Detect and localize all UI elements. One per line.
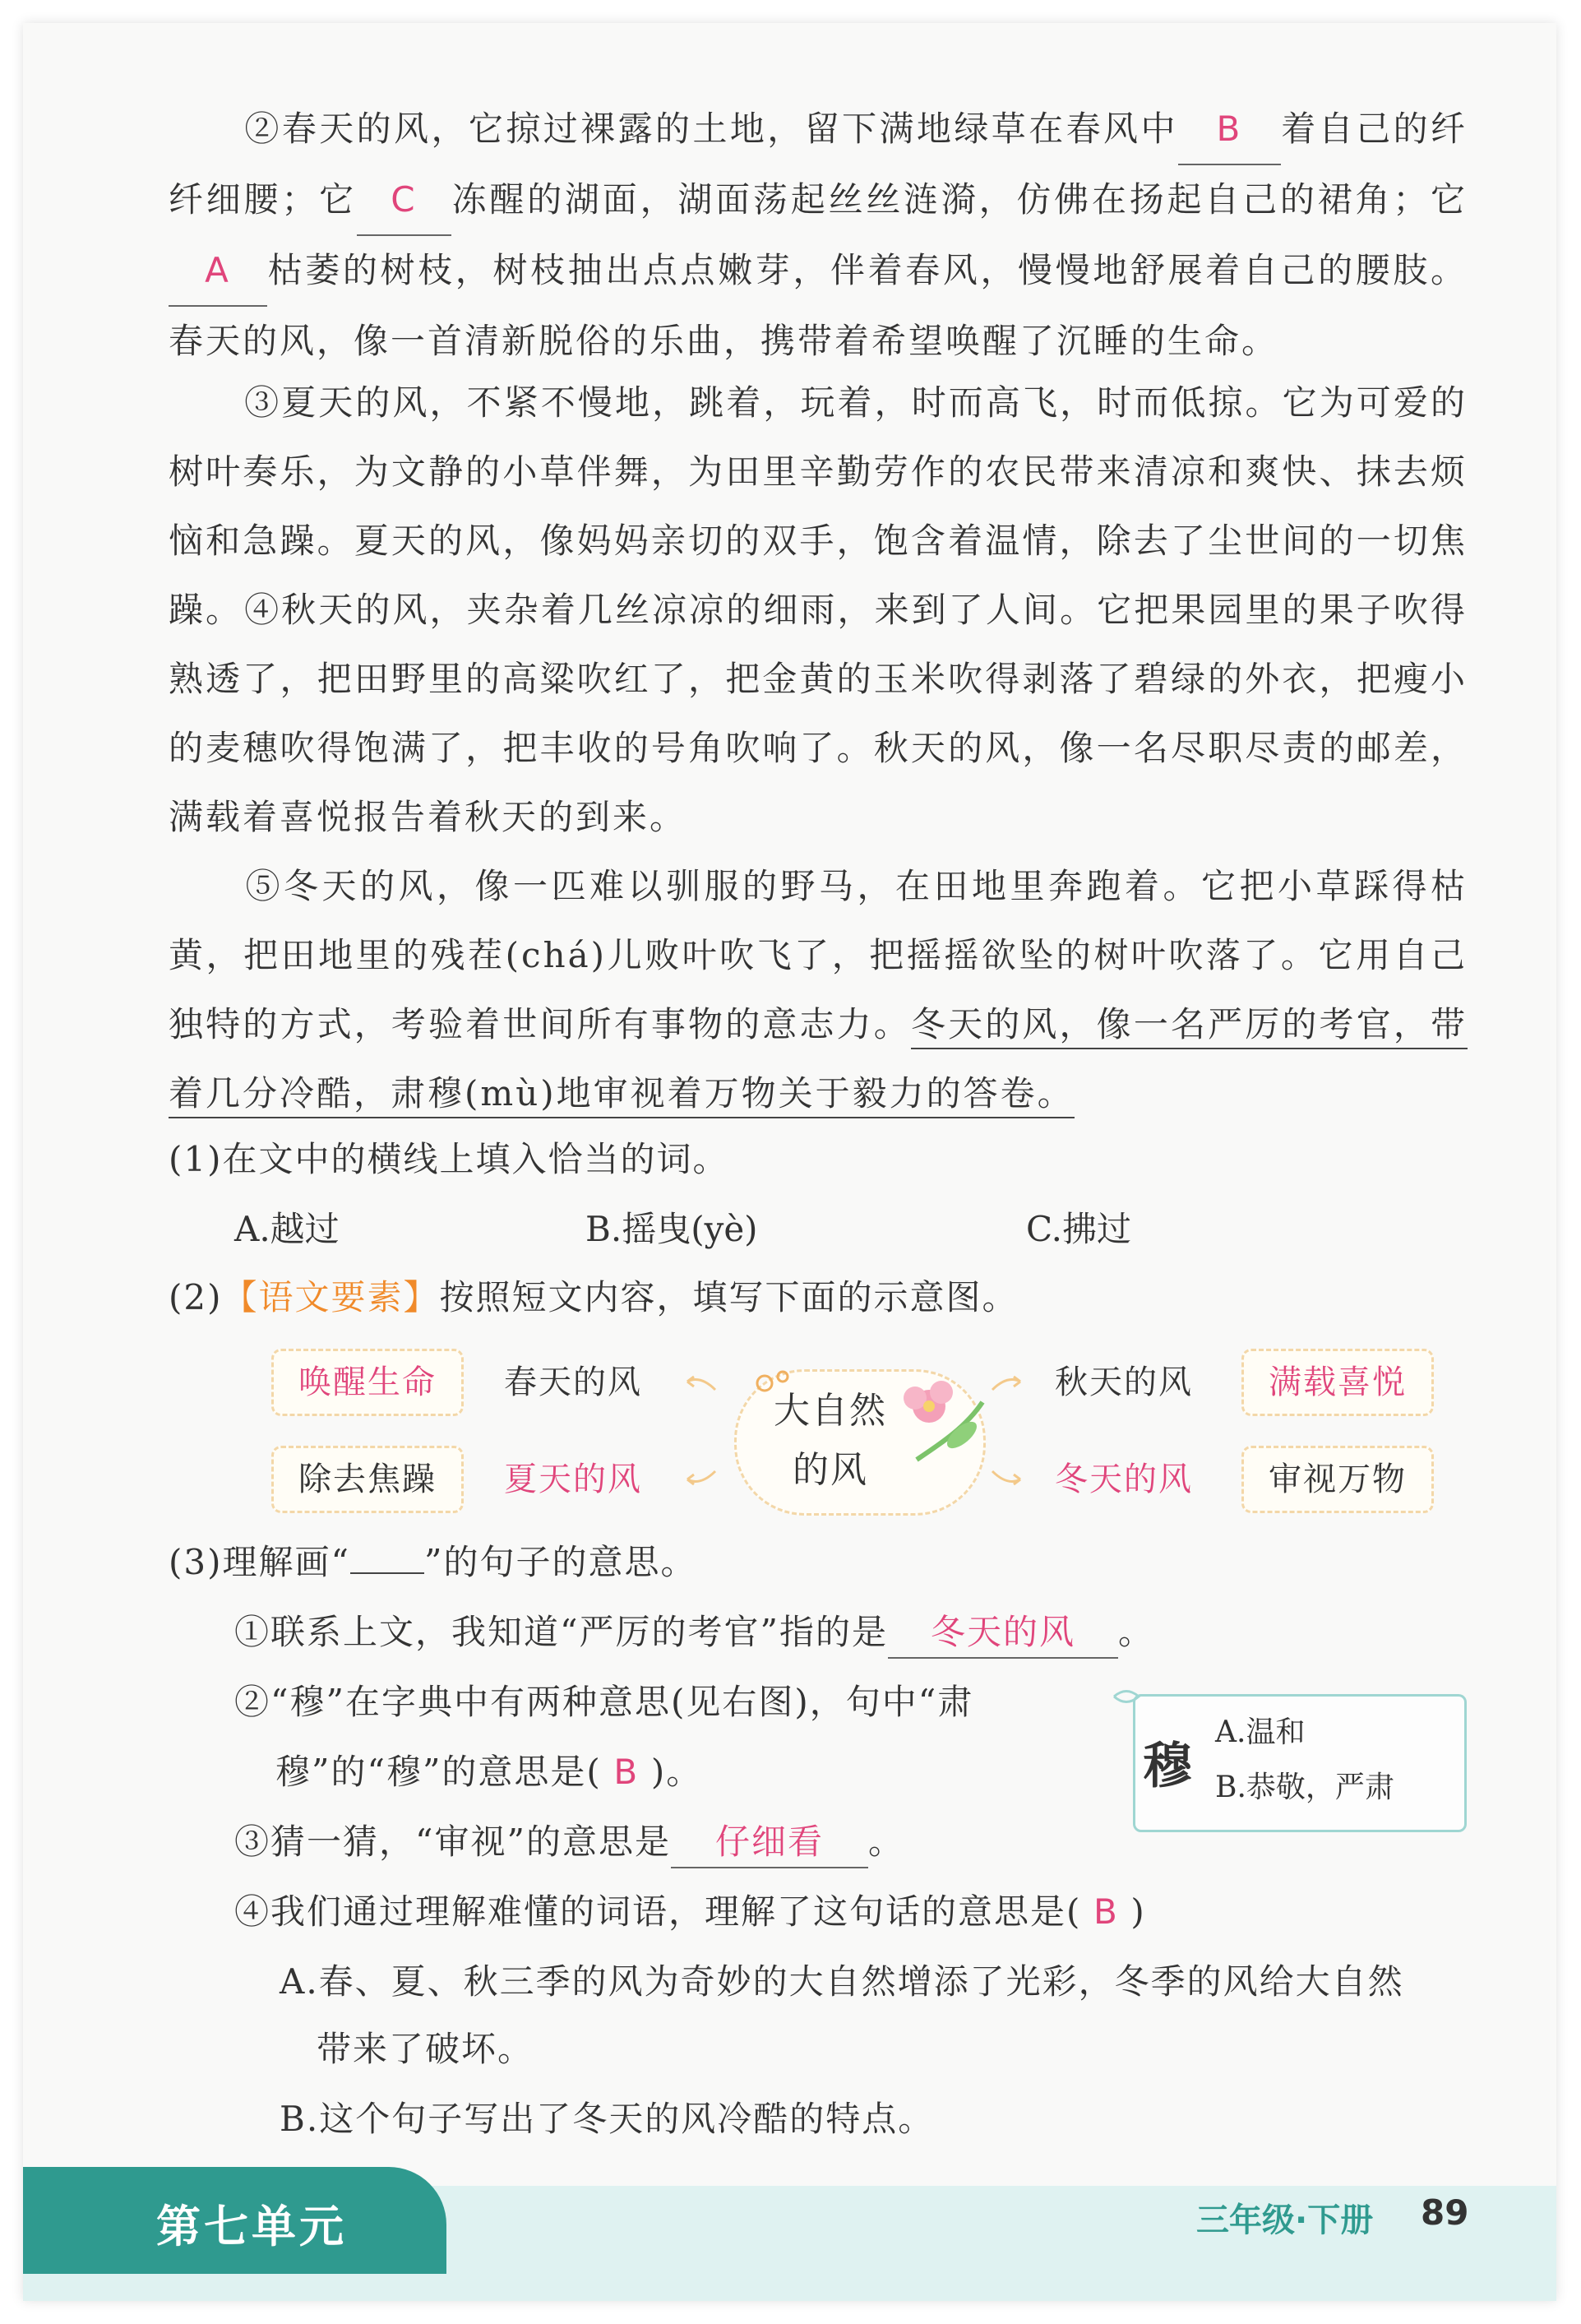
option-c: C.拂过 — [1026, 1209, 1131, 1249]
question-2-label — [169, 1273, 1019, 1322]
subquestion-1-answer[interactable]: 冬天的风 — [888, 1608, 1118, 1659]
spring-text-3: 冻醒的湖面，湖面荡起丝丝涟漪，仿佛在扬起自己的裙角；它 — [451, 179, 1468, 220]
arrow-icon — [684, 1372, 717, 1393]
paragraph-autumn — [169, 576, 1468, 852]
flower-icon — [884, 1369, 991, 1476]
subquestion-4 — [234, 1887, 1146, 1937]
arrow-icon — [684, 1468, 717, 1489]
box-spring-answer: 唤醒生命 — [271, 1349, 464, 1416]
question-2-text: 按照短文内容，填写下面的示意图。 — [439, 1277, 1019, 1317]
dictionary-meaning-b: B.恭敬，严肃 — [1215, 1771, 1394, 1804]
subquestion-2-end: )。 — [650, 1752, 703, 1792]
box-autumn-answer: 满载喜悦 — [1241, 1349, 1434, 1416]
spring-text-1: ②春天的风，它掠过裸露的土地，留下满地绿草在春风中 — [244, 109, 1178, 149]
choice-a-line2: 带来了破坏。 — [317, 2029, 534, 2069]
subquestion-3-answer[interactable]: 仔细看 — [671, 1817, 868, 1868]
subquestion-4-text: ④我们通过理解难懂的词语，理解了这句话的意思是( — [234, 1891, 1082, 1932]
answer-blank-1[interactable]: B — [1178, 95, 1281, 165]
small-flower-icon — [748, 1367, 797, 1400]
underline-sample — [350, 1572, 424, 1574]
autumn-text: ④秋天的风，夹杂着几丝凉凉的细雨，来到了人间。它把果园里的果子吹得熟透了，把田野里的高粱吹红了，把金黄的玉米吹得剥落了碧绿的外衣，把瘦小的麦穗吹得饱满了，把丰收的号角吹响了。秋天的风，像一名尽职尽责的邮差，满载着喜悦报告着秋天的到来。 — [169, 590, 1468, 837]
winter-text: ⑤冬天的风，像一匹难以驯服的野马，在田地里奔跑着。它把小草踩得枯黄，把田地里的残茬(chá)儿败叶吹飞了，把摇摇欲坠的树叶吹落了。它用自己独特的方式，考验着世间所有事物的意志力。 — [169, 866, 1468, 1044]
paragraph-spring — [169, 95, 1468, 376]
dictionary-meaning-a: A.温和 — [1215, 1715, 1306, 1749]
box-winter-effect: 审视万物 — [1241, 1446, 1434, 1513]
subquestion-4-end: ) — [1130, 1891, 1146, 1932]
label-spring: 春天的风 — [504, 1363, 642, 1401]
paragraph-winter — [169, 852, 1468, 1128]
option-b: B.摇曳(yè) — [585, 1209, 758, 1249]
question-1-label: (1)在文中的横线上填入恰当的词。 — [169, 1139, 729, 1179]
center-text-line1: 大自然 — [774, 1390, 887, 1432]
subquestion-1 — [234, 1608, 1154, 1659]
spring-text-2: 着自己的纤纤细腰；它 — [169, 109, 1468, 220]
subquestion-3 — [234, 1817, 904, 1868]
question-2-number: (2) — [169, 1277, 223, 1317]
element-tag: 【语文要素】 — [222, 1277, 440, 1317]
subquestion-3-text: ③猜一猜，“审视”的意思是 — [234, 1822, 671, 1862]
choice-a-line1: A.春、夏、秋三季的风为奇妙的大自然增添了光彩，冬季的风给大自然 — [280, 1961, 1404, 2002]
subquestion-4-answer[interactable]: B — [1093, 1891, 1119, 1932]
subquestion-2-answer[interactable]: B — [613, 1752, 640, 1792]
grade-label: 三年级·下册 — [1196, 2201, 1374, 2239]
underlined-sentence: 冬天的风，像一名严厉的考官，带着几分冷酷，肃穆(mù)地审视着万物关于毅力的答卷。 — [169, 1004, 1468, 1118]
clip-icon — [1110, 1684, 1159, 1709]
choice-b: B.这个句子写出了冬天的风冷酷的特点。 — [280, 2099, 935, 2139]
question-3-text-pre: (3)理解画“ — [169, 1542, 350, 1582]
label-summer-answer: 夏天的风 — [504, 1461, 642, 1498]
box-summer-effect: 除去焦躁 — [271, 1446, 464, 1513]
subquestion-2-text: 穆”的“穆”的意思是( — [275, 1752, 602, 1792]
option-a: A.越过 — [234, 1209, 340, 1249]
subquestion-2-line1: ②“穆”在字典中有两种意思(见右图)，句中“肃 — [234, 1682, 974, 1722]
question-3-text-post: ”的句子的意思。 — [423, 1542, 697, 1582]
question-3-label — [169, 1538, 696, 1587]
answer-blank-2[interactable]: C — [357, 165, 451, 236]
page-number: 89 — [1421, 2192, 1469, 2233]
summer-text: ③夏天的风，不紧不慢地，跳着，玩着，时而高飞，时而低掠。它为可爱的树叶奏乐，为文静的小草伴舞，为田里辛勤劳作的农民带来清凉和爽快、抹去烦恼和急躁。夏天的风，像妈妈亲切的双手，饱含着温情，除去了尘世间的一切焦躁。 — [169, 382, 1468, 630]
subquestion-1-end: 。 — [1117, 1612, 1154, 1652]
center-text-line2: 的风 — [793, 1449, 868, 1491]
answer-blank-3[interactable]: A — [169, 236, 267, 307]
spring-text-4: 枯萎的树枝，树枝抽出点点嫩芽，伴着春风，慢慢地舒展着自己的腰肢。春天的风，像一首清新脱俗的乐曲，携带着希望唤醒了沉睡的生命。 — [169, 250, 1468, 361]
unit-title: 第七单元 — [156, 2201, 347, 2252]
subquestion-3-end: 。 — [867, 1822, 904, 1862]
arrow-icon — [991, 1468, 1024, 1489]
label-autumn: 秋天的风 — [1055, 1363, 1193, 1401]
subquestion-1-text: ①联系上文，我知道“严厉的考官”指的是 — [234, 1612, 888, 1652]
arrow-icon — [991, 1372, 1024, 1393]
label-winter-answer: 冬天的风 — [1055, 1461, 1193, 1498]
subquestion-2-line2 — [275, 1748, 702, 1797]
dictionary-char: 穆 — [1143, 1738, 1192, 1795]
